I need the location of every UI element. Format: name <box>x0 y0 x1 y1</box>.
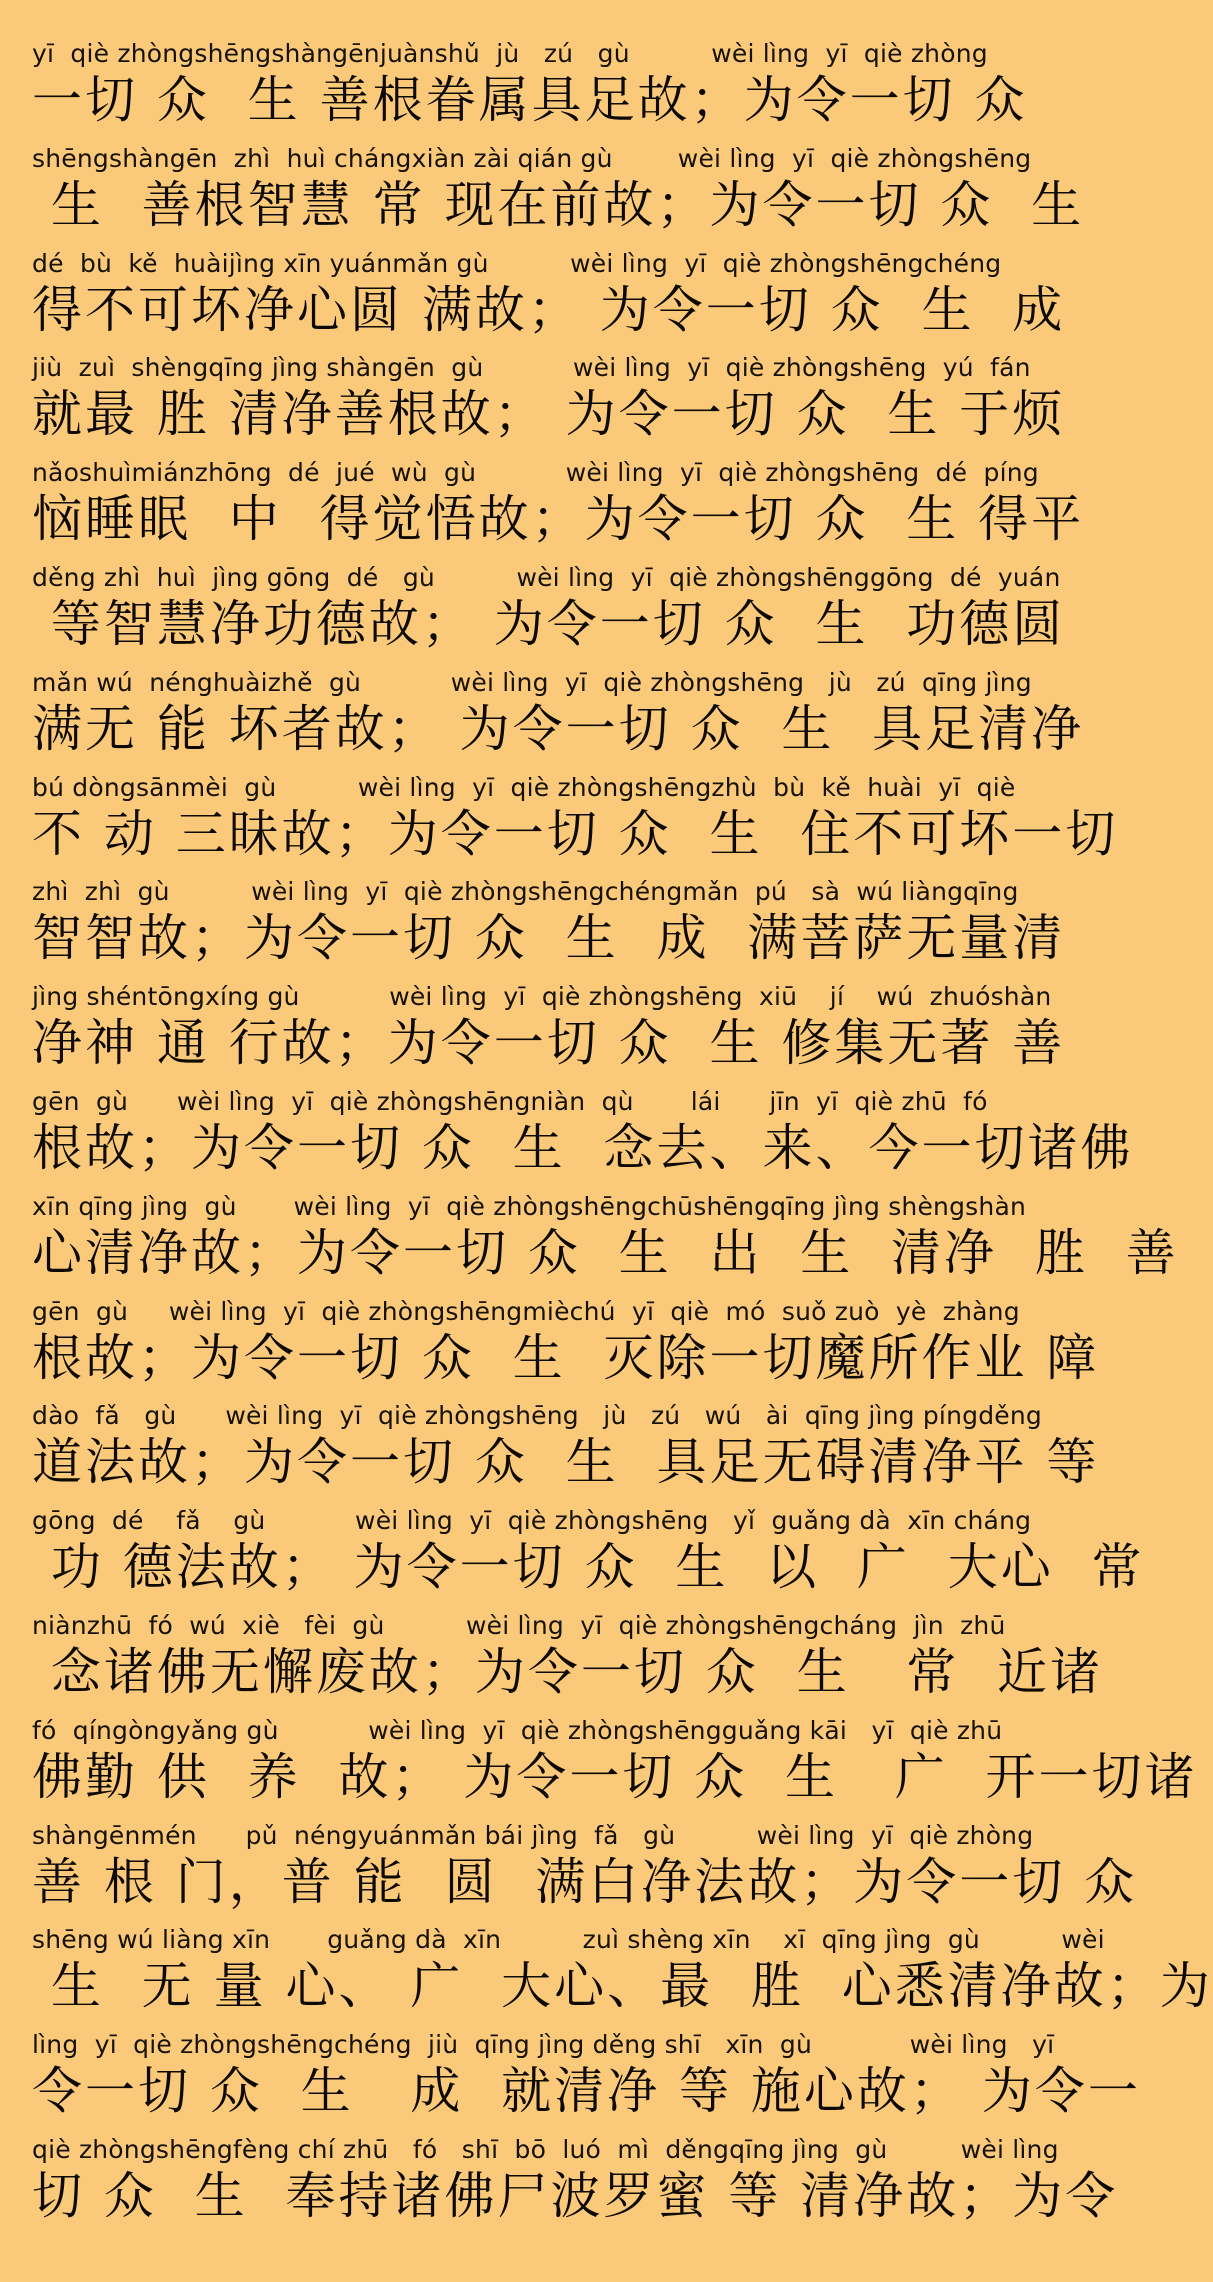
pinyin-row: xīn qīng jìng gù wèi lìng yī qiè zhòngshēngchūshēngqīng jìng shèngshàn <box>32 1191 1027 1221</box>
text-line-14 <box>32 1400 1100 1505</box>
pinyin-row: shēng wú liàng xīn guǎng dà xīn zuì shèng xīn xī qīng jìng gù wèi <box>32 1925 1105 1955</box>
pinyin-row: nǎoshuìmiánzhōng dé jué wù gù wèi lìng yī qiè zhòngshēng dé píng <box>32 458 1039 488</box>
text-line-4 <box>32 352 1066 457</box>
hanzi-row: 切 众 生 奉持诸佛尸波罗蜜 等 清净故；为令 <box>32 2166 1119 2225</box>
hanzi-row: 就最 胜 清净善根故； 为令一切 众 生 于烦 <box>32 385 1066 444</box>
pinyin-row: yī qiè zhòngshēngshàngēnjuànshǔ jù zú gù wèi lìng yī qiè zhòng <box>32 39 988 68</box>
pinyin-row: shēngshàngēn zhì huì chángxiàn zài qián gù wèi lìng yī qiè zhòngshēng <box>32 143 1032 173</box>
text-line-6 <box>32 562 1066 667</box>
text-line-13 <box>32 1296 1100 1401</box>
hanzi-row: 得不可坏净心圆 满故； 为令一切 众 生 成 <box>32 280 1066 339</box>
hanzi-row: 心清净故；为令一切 众 生 出 生 清净 胜 善 <box>32 1223 1179 1282</box>
hanzi-row: 佛勤 供 养 故； 为令一切 众 生 广 开一切诸 <box>32 1747 1198 1806</box>
hanzi-row: 令一切 众 生 成 就清净 等 施心故； 为令一 <box>32 2062 1141 2121</box>
text-line-8 <box>32 772 1119 877</box>
hanzi-row: 等智慧净功德故； 为令一切 众 生 功德圆 <box>32 594 1066 653</box>
pinyin-row: bú dòngsānmèi gù wèi lìng yī qiè zhòngshēngzhù bù kě huài yī qiè <box>32 772 1016 802</box>
text-line-12 <box>32 1191 1179 1296</box>
hanzi-row: 生 无 量 心、 广 大心、最 胜 心悉清净故；为 <box>32 1957 1213 2016</box>
pinyin-row: děng zhì huì jìng gōng dé gù wèi lìng yī qiè zhòngshēnggōng dé yuán <box>32 562 1061 592</box>
hanzi-row: 一切 众 生 善根眷属具足故；为令一切 众 <box>32 71 1028 129</box>
hanzi-row: 根故；为令一切 众 生 念去、来、今一切诸佛 <box>32 1118 1134 1177</box>
text-line-19 <box>32 1924 1213 2029</box>
pinyin-row: fó qíngòngyǎng gù wèi lìng yī qiè zhòngshēngguǎng kāi yī qiè zhū <box>32 1715 1003 1745</box>
pinyin-row: dé bù kě huàijìng xīn yuánmǎn gù wèi lìng yī qiè zhòngshēngchéng <box>32 248 1002 278</box>
pinyin-row: shàngēnmén pǔ néngyuánmǎn bái jìng fǎ gù wèi lìng yī qiè zhòng <box>32 1820 1034 1850</box>
text-line-7 <box>32 667 1085 772</box>
pinyin-row: gēn gù wèi lìng yī qiè zhòngshēngmièchú yī qiè mó suǒ zuò yè zhàng <box>32 1296 1020 1326</box>
text-line-17 <box>32 1715 1198 1820</box>
text-line-20 <box>32 2029 1141 2134</box>
pinyin-row: lìng yī qiè zhòngshēngchéng jiù qīng jìng děng shī xīn gù wèi lìng yī <box>32 2030 1055 2060</box>
text-line-15 <box>32 1505 1145 1610</box>
hanzi-row: 恼睡眠 中 得觉悟故；为令一切 众 生 得平 <box>32 490 1085 549</box>
text-line-1 <box>32 38 1050 143</box>
pinyin-row: mǎn wú nénghuàizhě gù wèi lìng yī qiè zhòngshēng jù zú qīng jìng <box>32 667 1032 697</box>
text-line-11 <box>32 1086 1134 1191</box>
pinyin-row: dào fǎ gù wèi lìng yī qiè zhòngshēng jù zú wú ài qīng jìng píngděng <box>32 1401 1042 1431</box>
text-line-9 <box>32 876 1066 981</box>
hanzi-row: 生 善根智慧 常 现在前故；为令一切 众 生 <box>32 175 1085 234</box>
pinyin-row: jiù zuì shèngqīng jìng shàngēn gù wèi lìng yī qiè zhòngshēng yú fán <box>32 353 1031 383</box>
text-line-2 <box>32 143 1085 248</box>
text-line-5 <box>32 457 1085 562</box>
hanzi-row: 净神 通 行故；为令一切 众 生 修集无著 善 <box>32 1014 1066 1073</box>
text-line-10 <box>32 981 1066 1086</box>
pinyin-row: jìng shéntōngxíng gù wèi lìng yī qiè zhòngshēng xiū jí wú zhuóshàn <box>32 982 1052 1012</box>
text-line-3 <box>32 248 1066 353</box>
text-line-16 <box>32 1610 1104 1715</box>
hanzi-row: 道法故；为令一切 众 生 具足无碍清净平 等 <box>32 1433 1100 1492</box>
pinyin-row: niànzhū fó wú xiè fèi gù wèi lìng yī qiè zhòngshēngcháng jìn zhū <box>32 1610 1006 1640</box>
text-line-21 <box>32 2134 1119 2239</box>
hanzi-row: 不 动 三昧故；为令一切 众 生 住不可坏一切 <box>32 804 1119 863</box>
hanzi-row: 满无 能 坏者故； 为令一切 众 生 具足清净 <box>32 699 1085 758</box>
pinyin-row: gōng dé fǎ gù wèi lìng yī qiè zhòngshēng yǐ guǎng dà xīn cháng <box>32 1506 1032 1536</box>
hanzi-row: 善 根 门，普 能 圆 满白净法故；为令一切 众 <box>32 1852 1138 1911</box>
hanzi-row: 智智故；为令一切 众 生 成 满菩萨无量清 <box>32 909 1066 968</box>
pinyin-row: gēn gù wèi lìng yī qiè zhòngshēngniàn qù lái jīn yī qiè zhū fó <box>32 1086 988 1116</box>
hanzi-row: 根故；为令一切 众 生 灭除一切魔所作业 障 <box>32 1328 1100 1387</box>
text-line-18 <box>32 1820 1138 1925</box>
pinyin-row: qiè zhòngshēngfèng chí zhū fó shī bō luó mì děngqīng jìng gù wèi lìng <box>32 2134 1059 2164</box>
hanzi-row: 功 德法故； 为令一切 众 生 以 广 大心 常 <box>32 1538 1145 1597</box>
hanzi-row: 念诸佛无懈废故；为令一切 众 生 常 近诸 <box>32 1642 1104 1701</box>
pinyin-row: zhì zhì gù wèi lìng yī qiè zhòngshēngchéngmǎn pú sà wú liàngqīng <box>32 877 1019 907</box>
